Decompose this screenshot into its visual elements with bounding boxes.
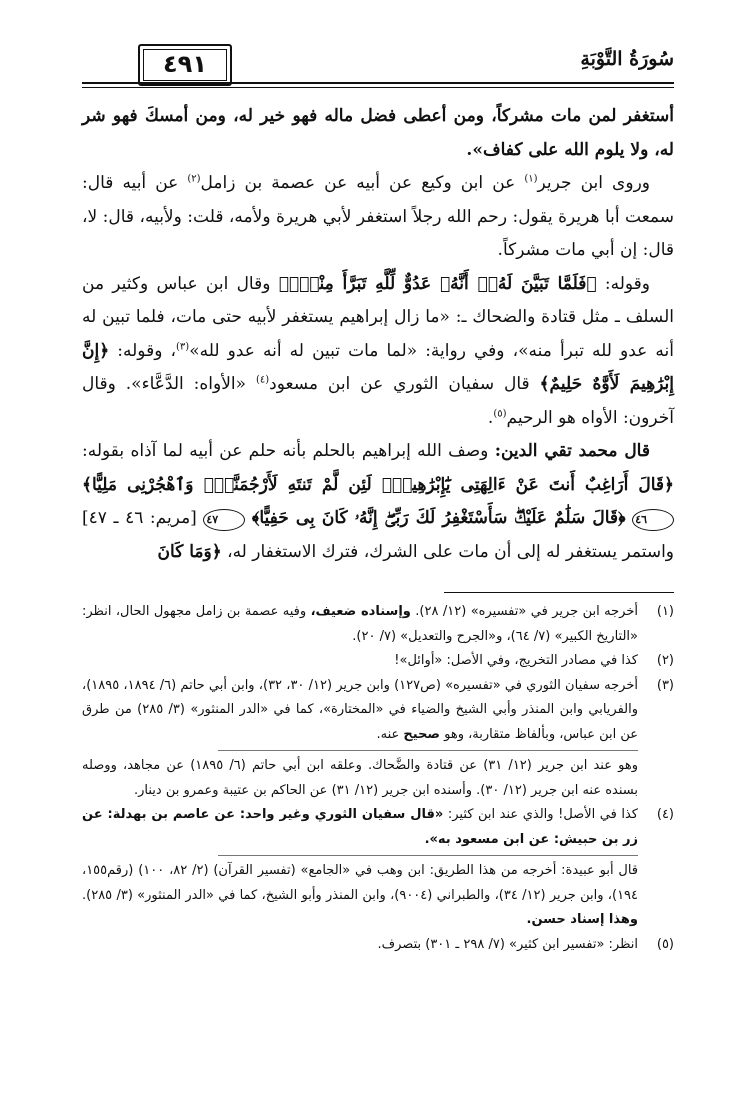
paragraph-1: أستغفر لمن مات مشركاً، ومن أعطى فضل ماله فهو خير له، ومن أمسكَ فهو شر له، ولا يلوم الله على كفاف». <box>82 106 674 160</box>
text-run: عن ابن وكيع عن أبيه عن عصمة بن زامل <box>200 173 525 193</box>
quran-verse: ﴿إِنَّ إِبْرَٰهِيمَ لَأَوَّٰهٌ حَلِيمٌ﴾ <box>82 340 674 394</box>
footnote-4 <box>82 803 674 852</box>
bold-run: وإسناده ضعيف، <box>310 604 411 619</box>
text-run: وصف الله إبراهيم بالحلم بأنه حلم عن أبيه لما آذاه بقوله: <box>82 441 495 461</box>
text-run: عنه. <box>376 726 404 742</box>
footnote-ref-3[interactable]: (٣) <box>176 340 190 352</box>
text-run: وروى ابن جرير <box>537 173 650 193</box>
footnote-5 <box>82 933 674 958</box>
footnote-number: (٤) <box>656 807 674 822</box>
footnote-inner-rule <box>218 855 638 856</box>
paragraph-3 <box>82 268 674 436</box>
footnote-1 <box>82 600 674 649</box>
text-run: قال أبو عبيدة: أخرجه من هذا الطريق: ابن وهب في «الجامع» (تفسير القرآن) (٢/ ٨٢، ١٠٠) (رقم١٥٥، ١٩٤)، وابن جرير (١٢/ ٣٤)، والطبراني (٩٠٠٤)، وابن المنذر وأبو الشيخ، كما في «الدر المنثور» (٣/ ٢٨٥). <box>82 863 639 903</box>
paragraph-4 <box>82 435 674 569</box>
page-number: ٤٩١ <box>138 44 232 86</box>
footnote-number: (١) <box>656 604 674 619</box>
footnote-4-continuation <box>82 859 638 933</box>
footnote-body: وهو عند ابن جرير (١٢/ ٣١) عن قتادة والضَّحاك. وعلقه ابن أبي حاتم (٦/ ١٨٩٥) عن مجاهد، ووصله بسنده عنه ابن جرير (١٢/ ٣٠). وأسنده ابن جرير (١٢/ ٣١) عن الحاكم بن عتيبة وعمرو بن دينار. <box>82 758 639 798</box>
footnote-inner-rule <box>218 750 638 751</box>
text-run: وقوله: <box>596 273 650 294</box>
text-run: . <box>487 407 494 428</box>
header-rule-thin <box>82 87 674 88</box>
text-run: قال سفيان الثوري عن ابن مسعود <box>269 374 540 394</box>
verse-number-marker: ٤٧ <box>203 509 245 531</box>
footnote-number: (٢) <box>656 653 674 668</box>
footnote-3-continuation <box>82 754 638 803</box>
footnote-3 <box>82 674 674 748</box>
footnote-number: (٣) <box>656 677 674 693</box>
footnotes <box>82 600 674 957</box>
verse-number-marker: ٤٦ <box>632 509 674 531</box>
quran-verse: ﴿وَمَا كَانَ <box>157 541 222 562</box>
footnote-ref-4[interactable]: (٤) <box>255 374 270 386</box>
author-lead: قال محمد تقي الدين: <box>494 441 650 461</box>
quran-verse: ﴿قَالَ سَلَٰمٌ عَلَيْكَۖ سَأَسْتَغْفِرُ لَكَ رَبِّىٓۖ إِنَّهُۥ كَانَ بِى حَفِيًّا﴾ <box>251 508 626 528</box>
text-run: وقال ابن عباس وكثير من السلف ـ مثل قتادة والضحاك ـ: «ما زال إبراهيم يستغفر لأبيه حتى مات، فلما تبين له أنه عدو لله تبرأ منه»، وفي رواية: «لما مات تبين له أنه عدو لله» <box>82 273 675 361</box>
footnote-body <box>82 859 638 933</box>
quran-verse: ﴿قَالَ أَرَاغِبٌ أَنتَ عَنْ ءَالِهَتِى يَٰٓإِبْرَٰهِيمُۖ لَئِن لَّمْ تَنتَهِ لَأَرْجُمَنَّكَۖ وَٱهْجُرْنِى مَلِيًّا﴾ <box>82 474 674 495</box>
text-run: وفيه عصمة بن زامل مجهول الحال، انظر: «التاريخ الكبير» (٧/ ٦٤)، و«الجرح والتعديل» (٧/ ٢٠). <box>82 604 638 644</box>
surah-reference: [مريم: ٤٦ ـ ٤٧] <box>82 508 204 528</box>
footnote-body: كذا في مصادر التخريج، وفي الأصل: «أوائل»! <box>394 653 638 668</box>
header-rule <box>82 82 674 84</box>
text-run: «الأواه: الدَّعَّاء». وقال آخرون: الأواه هو الرحيم <box>82 374 674 428</box>
text-run: عن أبيه قال: سمعت أبا هريرة يقول: رحم الله رجلاً استغفر لأبي هريرة ولأمه، قلت: ولأبيه، قال: لا، قال: إن أبي مات مشركاً. <box>82 173 674 260</box>
text-run: كذا في الأصل! والذي عند ابن كثير: <box>443 807 638 822</box>
text-run: أخرجه ابن جرير في «تفسيره» (١٢/ ٢٨). <box>410 604 639 619</box>
bold-run: «قال سفيان الثوري وغير واحد: عن عاصم بن بهدلة: عن زر بن حبيش: عن ابن مسعود به». <box>82 807 638 847</box>
text-run: ، وقوله: <box>109 340 177 361</box>
footnote-body: انظر: «تفسير ابن كثير» (٧/ ٢٩٨ ـ ٣٠١) بتصرف. <box>377 936 638 952</box>
quran-verse: ﴿فَلَمَّا تَبَيَّنَ لَهُۥٓ أَنَّهُۥ عَدُوٌّ لِّلَّهِ تَبَرَّأَ مِنْهُۚ﴾ <box>278 273 597 294</box>
bold-run: صحيح <box>403 726 440 742</box>
footnote-body <box>82 803 638 852</box>
main-text <box>82 100 674 569</box>
footnote-body <box>82 600 638 649</box>
bold-run: وهذا إسناد حسن. <box>526 912 638 927</box>
text-run: أخرجه سفيان الثوري في «تفسيره» (ص١٢٧) وابن جرير (١٢/ ٣٠، ٣٢)، وابن أبي حاتم (٦/ ١٨٩٤، ١٨٩٥)، والفريابي وابن المنذر وأبي الشيخ والضياء في «المختارة»، كما في «الدر المنثور» (٣/ ٢٨٥) من طرق عن ابن عباس، وبألفاظ متقاربة، وهو <box>82 677 639 742</box>
footnote-separator <box>444 592 674 593</box>
footnote-ref-2[interactable]: (٢) <box>187 173 201 185</box>
page-header <box>82 44 674 92</box>
footnote-ref-5[interactable]: (٥) <box>493 407 507 419</box>
footnote-number: (٥) <box>656 936 674 952</box>
footnote-body <box>82 674 638 748</box>
surah-title: سُورَةُ التَّوْبَةِ <box>580 48 674 70</box>
text-run: واستمر يستغفر له إلى أن مات على الشرك، فترك الاستغفار له، <box>221 541 674 562</box>
footnote-2 <box>82 649 674 674</box>
paragraph-2 <box>82 167 674 268</box>
footnote-ref-1[interactable]: (١) <box>524 173 538 185</box>
